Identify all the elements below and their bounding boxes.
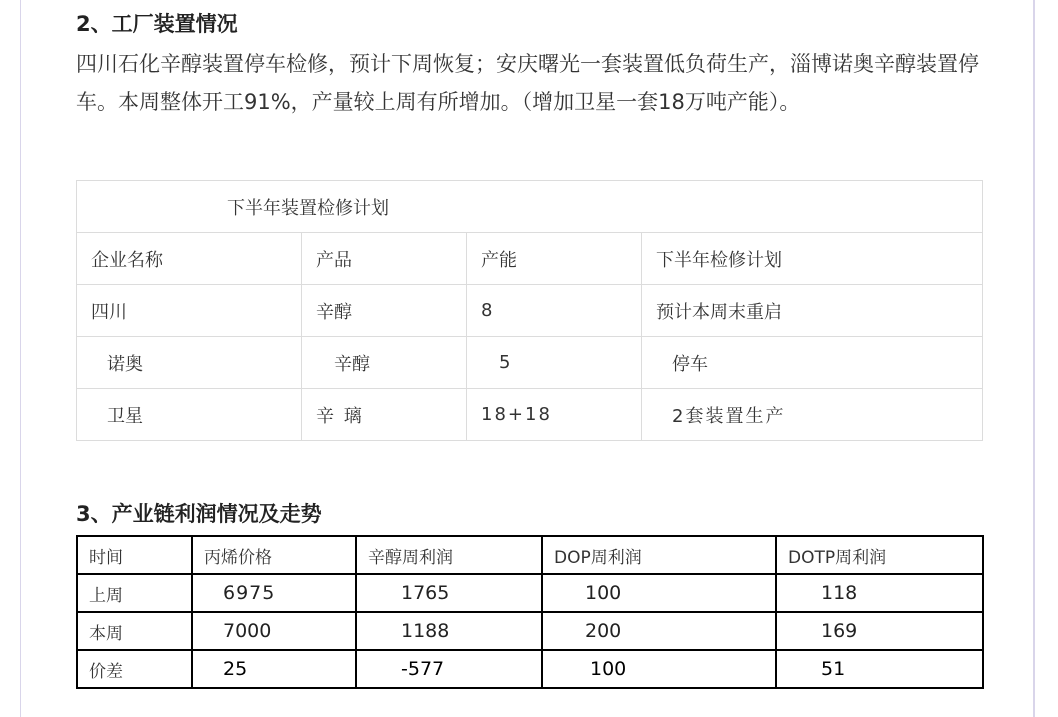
profit-cell-propylene: 6975	[192, 574, 356, 612]
table-row	[77, 337, 983, 389]
profit-cell-propylene: 7000	[192, 612, 356, 650]
page-left-border	[20, 0, 21, 717]
plan-cell-capacity: 18+18	[467, 389, 642, 441]
profit-cell-time: 价差	[77, 650, 192, 688]
table-row	[77, 650, 983, 688]
plan-cell-company: 四川	[77, 285, 302, 337]
profit-header-octanol: 辛醇周利润	[356, 536, 542, 574]
profit-cell-dotp: 169	[776, 612, 983, 650]
profit-cell-dotp: 118	[776, 574, 983, 612]
plan-header-schedule: 下半年检修计划	[642, 233, 983, 285]
table-row	[77, 612, 983, 650]
plan-cell-product: 辛醇	[302, 337, 467, 389]
plan-cell-company: 卫星	[77, 389, 302, 441]
profit-cell-dop: 100	[542, 650, 776, 688]
profit-cell-octanol: 1765	[356, 574, 542, 612]
plan-table-caption-row	[77, 181, 983, 233]
plan-header-company: 企业名称	[77, 233, 302, 285]
profit-cell-dop: 100	[542, 574, 776, 612]
plan-table-caption: 下半年装置检修计划	[77, 181, 983, 233]
section-2-paragraph: 四川石化辛醇装置停车检修，预计下周恢复；安庆曙光一套装置低负荷生产，淄博诺奥辛醇装置停车。本周整体开工91%，产量较上周有所增加。（增加卫星一套18万吨产能）。	[76, 52, 979, 114]
maintenance-plan-table	[76, 180, 983, 441]
plan-cell-schedule: 预计本周末重启	[642, 285, 983, 337]
profit-cell-octanol: 1188	[356, 612, 542, 650]
profit-table-header-row	[77, 536, 983, 574]
plan-cell-capacity: 8	[467, 285, 642, 337]
plan-cell-capacity: 5	[467, 337, 642, 389]
profit-header-dop: DOP周利润	[542, 536, 776, 574]
profit-cell-octanol: -577	[356, 650, 542, 688]
plan-cell-company: 诺奥	[77, 337, 302, 389]
section-3-title: 3、产业链利润情况及走势	[76, 502, 322, 526]
plan-table-header-row	[77, 233, 983, 285]
profit-cell-time: 上周	[77, 574, 192, 612]
profit-header-propylene: 丙烯价格	[192, 536, 356, 574]
profit-header-time: 时间	[77, 536, 192, 574]
table-row	[77, 389, 983, 441]
plan-header-product: 产品	[302, 233, 467, 285]
profit-cell-propylene: 25	[192, 650, 356, 688]
table-row	[77, 285, 983, 337]
table-row	[77, 574, 983, 612]
page-right-border	[1033, 0, 1035, 717]
profit-cell-dotp: 51	[776, 650, 983, 688]
plan-cell-product: 辛醇	[302, 285, 467, 337]
plan-cell-product: 辛 璃	[302, 389, 467, 441]
section-2-title: 2、工厂装置情况	[76, 12, 238, 36]
profit-table	[76, 535, 984, 689]
profit-header-dotp: DOTP周利润	[776, 536, 983, 574]
plan-header-capacity: 产能	[467, 233, 642, 285]
profit-cell-time: 本周	[77, 612, 192, 650]
plan-cell-schedule: 2套装置生产	[642, 389, 983, 441]
profit-cell-dop: 200	[542, 612, 776, 650]
plan-cell-schedule: 停车	[642, 337, 983, 389]
